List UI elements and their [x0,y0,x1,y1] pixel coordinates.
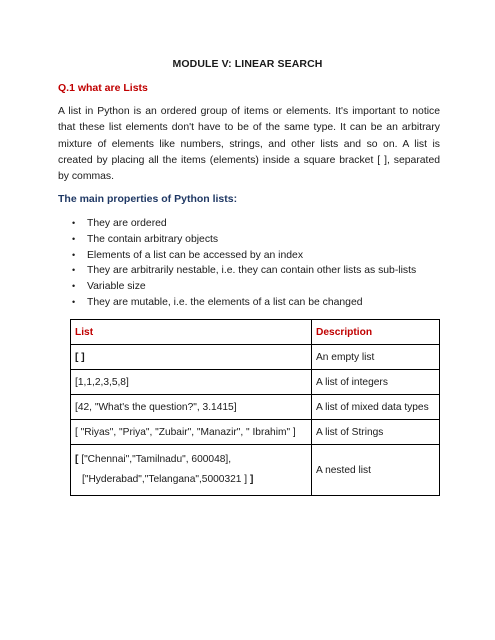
nested-text-2: ["Hyderabad","Telangana",5000321 ] [82,474,248,485]
list-item [58,263,416,279]
page-title: MODULE V: LINEAR SEARCH [172,58,323,70]
list-item-text: They are arbitrarily nestable, i.e. they can contain other lists as sub-lists [87,265,417,277]
properties-heading: The main properties of Python lists: [58,193,238,205]
bullet-icon: • [72,218,76,228]
cell-description: A list of mixed data types [312,395,440,420]
list-item [58,248,416,264]
list-item [58,295,416,311]
list-item-text: They are mutable, i.e. the elements of a list can be changed [87,296,363,308]
cell-list: [42, "What's the question?", 3.1415] [71,395,312,420]
table-row [71,420,440,445]
cell-description: An empty list [312,345,440,370]
cell-list: [1,1,2,3,5,8] [71,370,312,395]
table-header-row [71,320,440,345]
list-item [58,216,416,232]
bullet-icon: • [72,265,76,276]
bullet-icon: • [72,249,76,260]
table-row [71,345,440,370]
cell-description: A list of Strings [312,420,440,445]
header-list: List [71,320,312,345]
bullet-icon: • [72,281,76,292]
nested-line-2 [75,472,307,488]
cell-description: A nested list [312,445,440,496]
list-item [58,232,416,248]
question-heading: Q.1 what are Lists [58,82,148,94]
list-item [58,279,416,295]
cell-list: [ ] [71,345,312,370]
list-item-text: They are ordered [87,218,167,229]
bullet-icon: • [72,233,76,244]
list-item-text: The contain arbitrary objects [87,233,219,245]
table-row-nested [71,445,440,496]
cell-list: [ "Riyas", "Priya", "Zubair", "Manazir", " Ibrahim" ] [71,420,312,445]
properties-list [58,216,416,311]
cell-description: A list of integers [312,370,440,395]
table-row [71,370,440,395]
nested-text-1: ["Chennai","Tamilnadu", 600048], [78,454,232,465]
list-item-text: Elements of a list can be accessed by an index [87,249,304,261]
list-examples-table [70,319,440,496]
list-item-text: Variable size [87,281,146,293]
intro-paragraph: A list in Python is an ordered group of items or elements. It's important to notice that these list elements don't have to be of the same type. It can be an arbitrary mixture of elements like numbers, strings, and other lists and so on. A list is created by placing all the items (elements) inside a square bracket [ ], separated by commas. [58,106,440,183]
table-row [71,395,440,420]
open-bracket: [ [75,454,79,465]
cell-list-nested [71,445,312,496]
close-bracket: ] [247,474,254,485]
header-description: Description [312,320,440,345]
nested-line-1 [75,452,307,468]
bullet-icon: • [72,296,76,307]
